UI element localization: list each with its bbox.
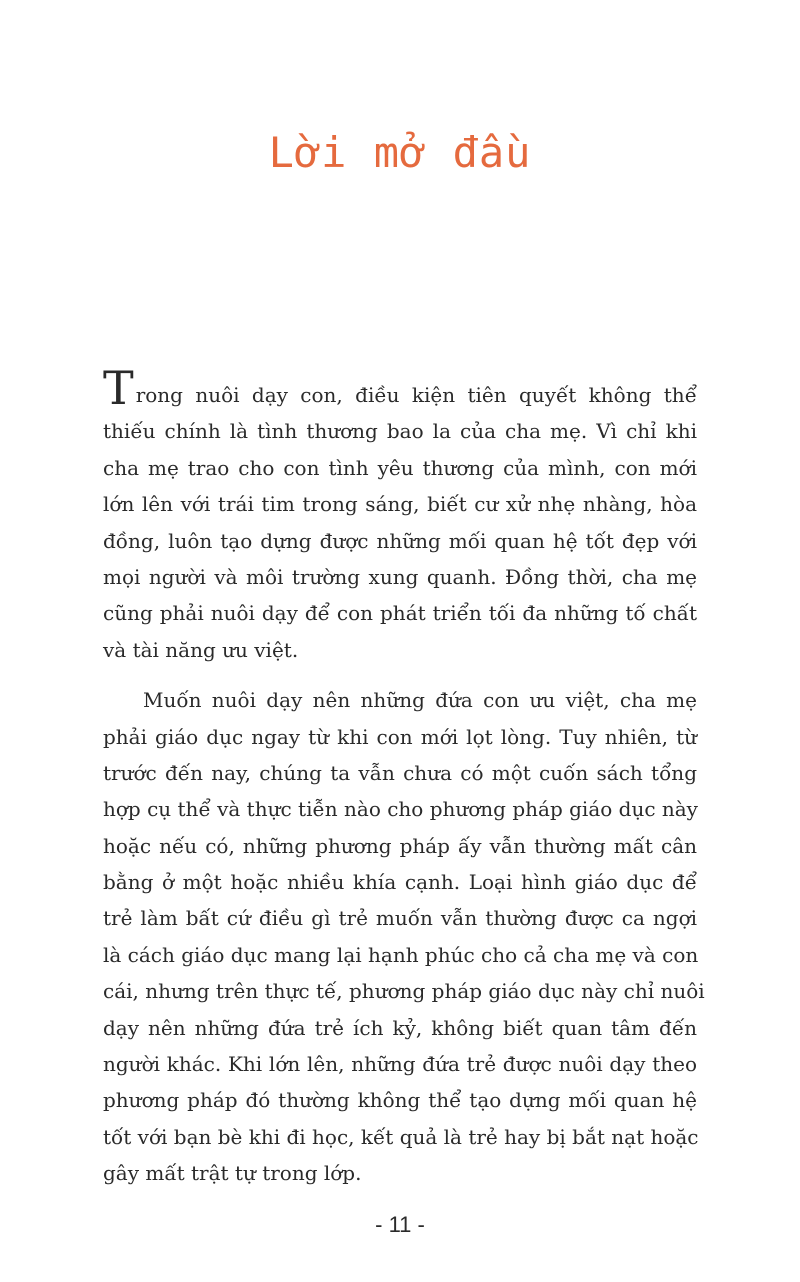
text-line [103,361,697,415]
text-line: mọi người và môi trường xung quanh. Đồng thời, cha mẹ [103,564,697,589]
text-line: Muốn nuôi dạy nên những đứa con ưu việt, cha mẹ [143,688,697,713]
body-text [103,361,705,1192]
text-line: trước đến nay, chúng ta vẫn chưa có một cuốn sách tổng [103,760,697,785]
text-line: hoặc nếu có, những phương pháp ấy vẫn thường mất cân [103,833,697,858]
text-line: và tài năng ưu việt. [103,637,299,662]
text-line-content: rong nuôi dạy con, điều kiện tiên quyết không thể [135,383,697,407]
text-line: cha mẹ trao cho con tình yêu thương của mình, con mới [103,455,697,480]
paragraph-2 [103,682,705,1191]
text-line: hợp cụ thể và thực tiễn nào cho phương pháp giáo dục này [103,797,698,822]
text-line: tốt với bạn bè khi đi học, kết quả là trẻ hay bị bắt nạt hoặc [103,1124,699,1149]
text-line: cái, nhưng trên thực tế, phương pháp giáo dục này chỉ nuôi [103,979,705,1004]
text-line: người khác. Khi lớn lên, những đứa trẻ được nuôi dạy theo [103,1052,697,1077]
text-line: thiếu chính là tình thương bao la của cha mẹ. Vì chỉ khi [103,419,697,444]
text-line: phải giáo dục ngay từ khi con mới lọt lòng. Tuy nhiên, từ [103,724,697,749]
text-line: cũng phải nuôi dạy để con phát triển tối đa những tố chất [103,601,697,626]
text-line: đồng, luôn tạo dựng được những mối quan hệ tốt đẹp với [103,528,697,553]
text-line: là cách giáo dục mang lại hạnh phúc cho cả cha mẹ và con [103,942,699,967]
page-number: - 11 - [375,1212,425,1237]
text-line: trẻ làm bất cứ điều gì trẻ muốn vẫn thường được ca ngợi [103,906,697,931]
text-line: bằng ở một hoặc nhiều khía cạnh. Loại hình giáo dục để [103,870,697,895]
chapter-title: Lời mở đầu [268,128,532,177]
drop-cap: T [103,361,134,415]
text-line: phương pháp đó thường không thể tạo dựng mối quan hệ [103,1088,697,1113]
text-line: gây mất trật tự trong lớp. [103,1161,362,1186]
text-line: lớn lên với trái tim trong sáng, biết cư xử nhẹ nhàng, hòa [103,492,697,517]
text-line: dạy nên những đứa trẻ ích kỷ, không biết quan tâm đến [103,1015,697,1040]
paragraph-1 [103,361,697,668]
